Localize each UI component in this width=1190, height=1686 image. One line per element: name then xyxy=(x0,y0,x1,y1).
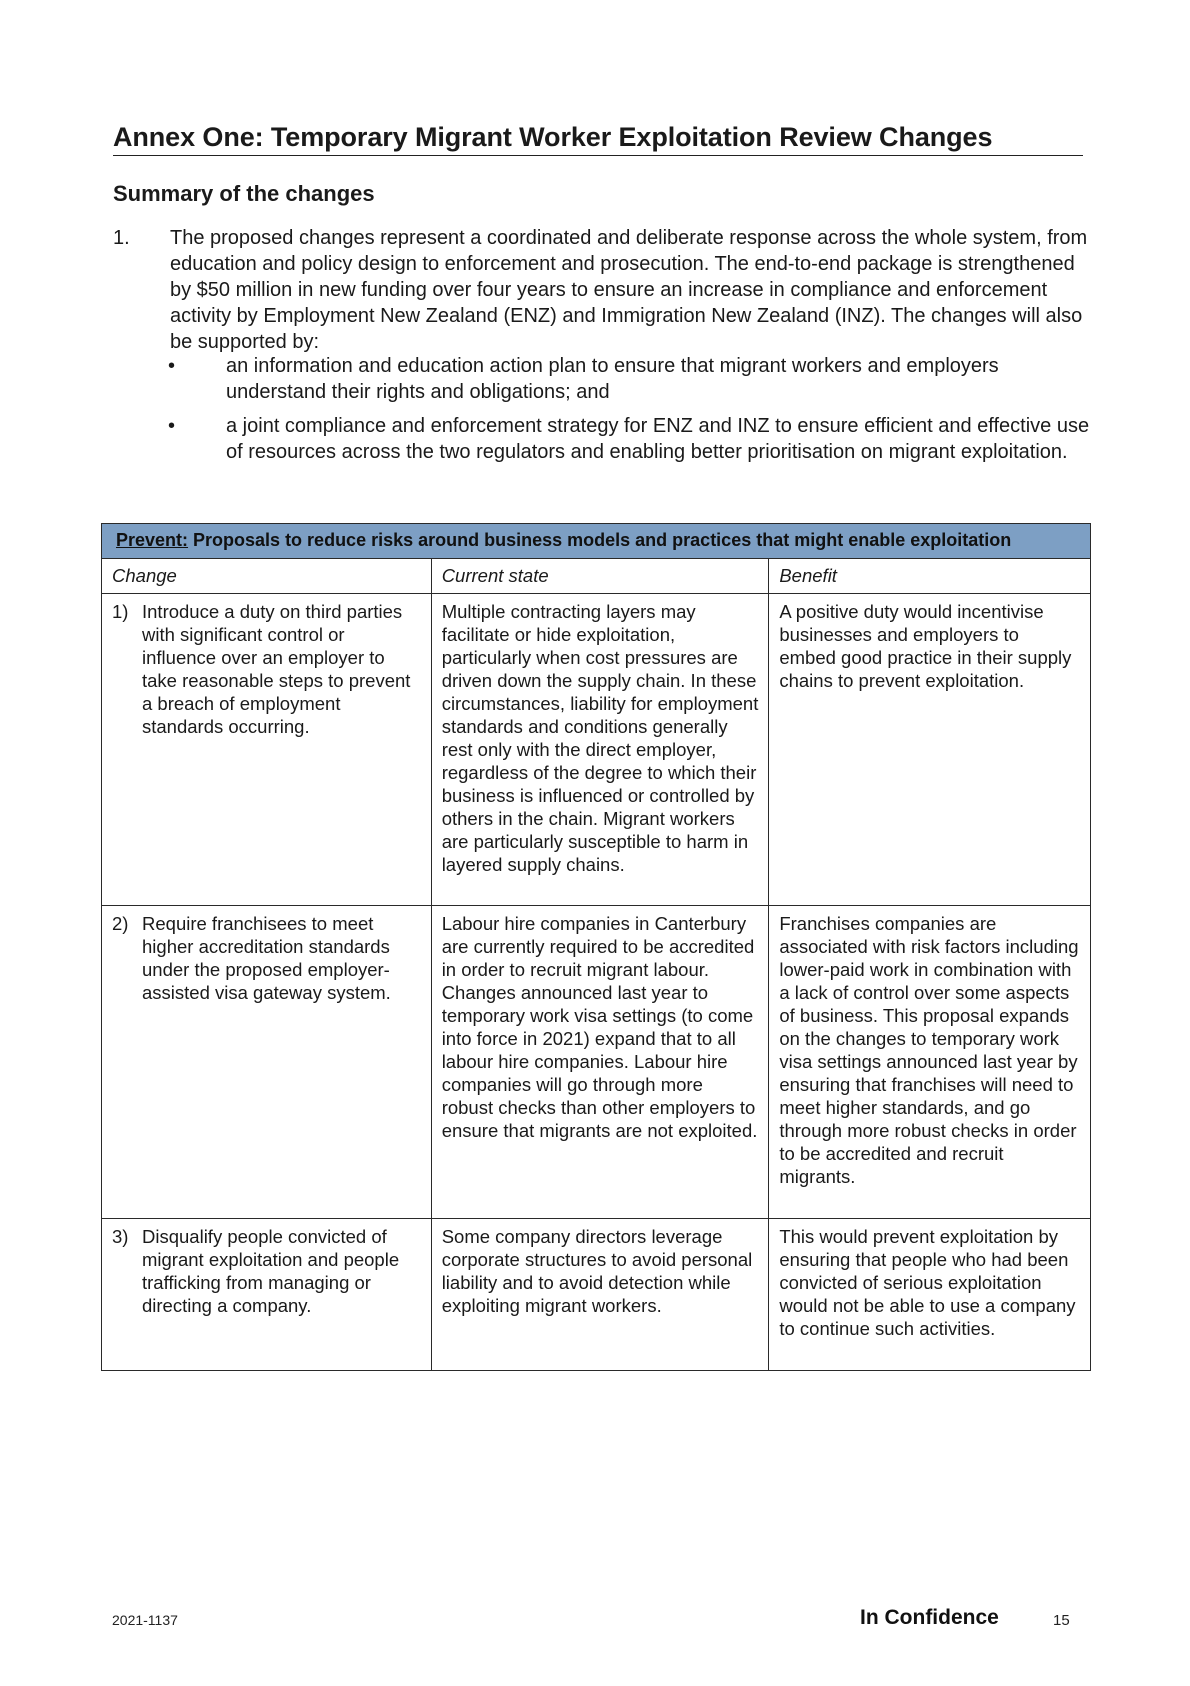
change-cell xyxy=(102,594,432,906)
current-state-cell: Labour hire companies in Canterbury are currently required to be accredited in order to recruit migrant labour. Changes announced last year to temporary work visa settings (to come into force in 2021) expand that to all labour hire companies. Labour hire companies will go through more robust checks than other employers to ensure that migrants are not exploited. xyxy=(431,906,769,1219)
change-text: Require franchisees to meet higher accreditation standards under the proposed employer-assisted visa gateway system. xyxy=(142,913,391,1003)
table-heading-text: Proposals to reduce risks around business models and practices that might enable exploitation xyxy=(188,530,1012,550)
table-row xyxy=(102,906,1091,1219)
bullet-item xyxy=(168,413,1093,465)
paragraph-text: The proposed changes represent a coordinated and deliberate response across the whole system, from education and policy design to enforcement and prosecution. The end-to-end package is strengthened by $50 million in new funding over four years to ensure an increase in compliance and enforcement activity by Employment New Zealand (ENZ) and Immigration New Zealand (INZ). The changes will also be supported by: xyxy=(170,227,1088,353)
numbered-paragraph xyxy=(113,225,1093,355)
table-row xyxy=(102,1219,1091,1371)
current-state-cell: Some company directors leverage corporate structures to avoid personal liability and to avoid detection while exploiting migrant workers. xyxy=(431,1219,769,1371)
paragraph-number: 1. xyxy=(113,227,130,249)
bullet-icon: • xyxy=(168,355,176,377)
change-cell xyxy=(102,1219,432,1371)
change-text: Introduce a duty on third parties with significant control or influence over an employer to take reasonable steps to prevent a breach of employment standards occurring. xyxy=(142,601,411,737)
bullet-text: an information and education action plan to ensure that migrant workers and employers understand their rights and obligations; and xyxy=(226,355,999,403)
column-header-current-state: Current state xyxy=(431,559,769,594)
classification-label: In Confidence xyxy=(860,1606,999,1629)
bullet-text: a joint compliance and enforcement strategy for ENZ and INZ to ensure efficient and effective use of resources across the two regulators and enabling better prioritisation on migrant exploitation. xyxy=(226,415,1090,463)
page-number: 15 xyxy=(1053,1612,1070,1629)
change-text: Disqualify people convicted of migrant exploitation and people trafficking from managing or directing a company. xyxy=(142,1226,400,1316)
column-header-change: Change xyxy=(102,559,432,594)
benefit-cell: This would prevent exploitation by ensuring that people who had been convicted of serious exploitation would not be able to use a company to continue such activities. xyxy=(769,1219,1091,1371)
change-cell xyxy=(102,906,432,1219)
bullet-item xyxy=(168,353,1093,405)
table-heading-lead: Prevent: xyxy=(116,530,189,550)
benefit-cell: Franchises companies are associated with risk factors including lower-paid work in combination with a lack of control over some aspects of business. This proposal expands on the changes to temporary work visa settings announced last year by ensuring that franchises will need to meet higher standards, and go through more robust checks in order to be accredited and recruit migrants. xyxy=(769,906,1091,1219)
changes-table xyxy=(101,523,1091,1371)
row-number: 2) xyxy=(112,913,129,934)
bullet-icon: • xyxy=(168,415,176,437)
table-heading xyxy=(102,524,1091,559)
row-number: 1) xyxy=(112,601,129,622)
table-row xyxy=(102,594,1091,906)
page-title: Annex One: Temporary Migrant Worker Exploitation Review Changes xyxy=(113,122,1083,156)
current-state-cell: Multiple contracting layers may facilitate or hide exploitation, particularly when cost pressures are driven down the supply chain. In these circumstances, liability for employment standards and conditions generally rest only with the direct employer, regardless of the degree to which their business is influenced or controlled by others in the chain. Migrant workers are particularly susceptible to harm in layered supply chains. xyxy=(431,594,769,906)
column-header-benefit: Benefit xyxy=(769,559,1091,594)
row-number: 3) xyxy=(112,1226,129,1247)
table-column-headers xyxy=(102,559,1091,594)
benefit-cell: A positive duty would incentivise businesses and employers to embed good practice in their supply chains to prevent exploitation. xyxy=(769,594,1091,906)
section-heading: Summary of the changes xyxy=(113,181,375,206)
document-reference: 2021-1137 xyxy=(112,1612,178,1628)
